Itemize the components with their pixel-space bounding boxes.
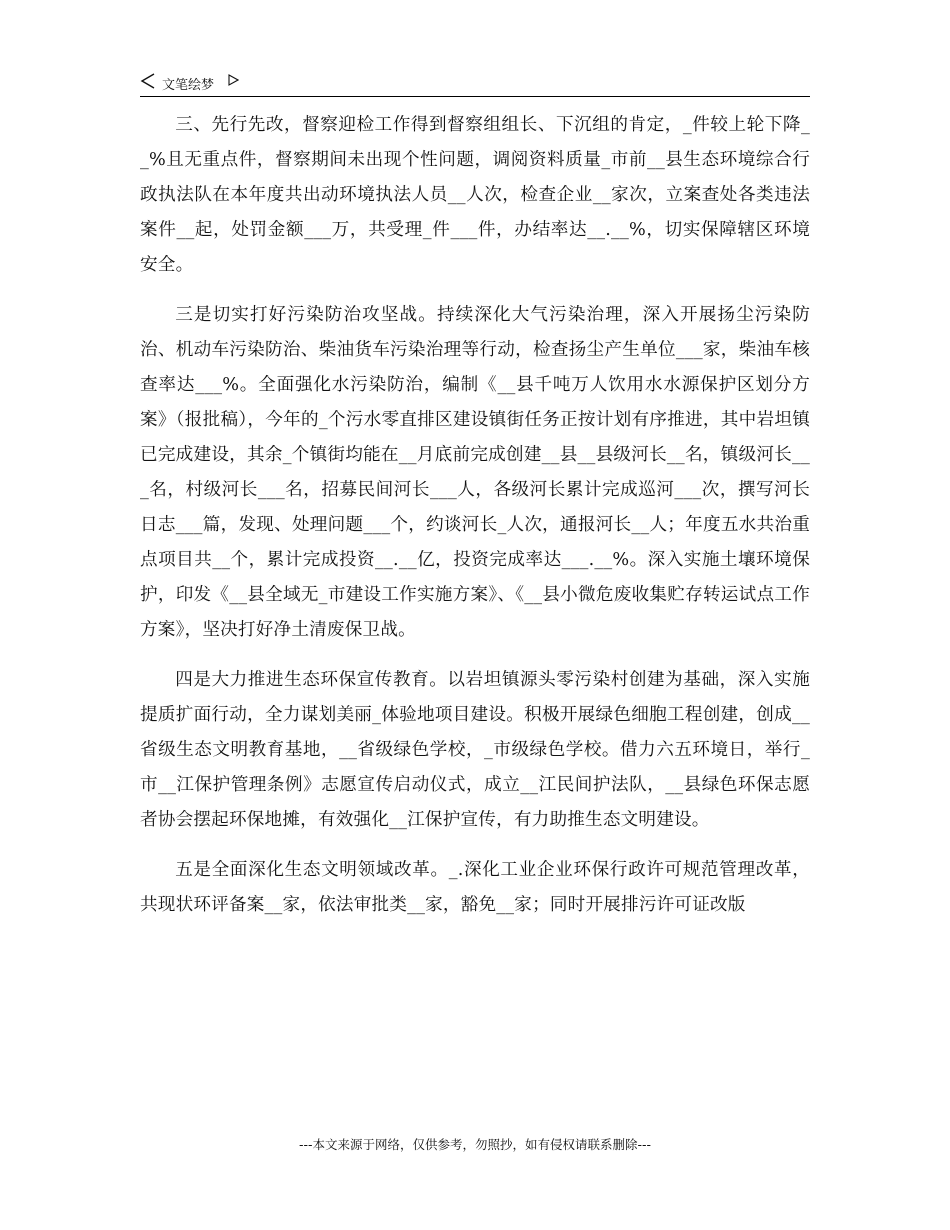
paragraph: 三是切实打好污染防治攻坚战。持续深化大气污染治理，深入开展扬尘污染防治、机动车污染防治、柴油货车污染治理等行动，检查扬尘产生单位___家，柴油车核查率达___%。全面强化水污染防治，编制《__县千吨万人饮用水水源保护区划分方案》（报批稿），今年的_个污水零直排区建设镇街任务正按计划有序推进，其中岩坦镇已完成建设，其余_个镇街均能在__月底前完成创建__县__县级河长__名，镇级河长___名，村级河长___名，招募民间河长___人，各级河长累计完成巡河___次，撰写河长日志___篇，发现、处理问题___个，约谈河长_人次，通报河长__人；年度五水共治重点项目共__个，累计完成投资__.__亿，投资完成率达___.__%。深入实施土壤环境保护，印发《__县全域无_市建设工作实施方案》、《__县小微危废收集贮存转运试点工作方案》，坚决打好净土清废保卫战。 [140,305,810,640]
document-body [140,108,810,923]
paragraph: 四是大力推进生态环保宣传教育。以岩坦镇源头零污染村创建为基础，深入实施提质扩面行动，全力谋划美丽_体验地项目建设。积极开展绿色细胞工程创建，创成__省级生态文明教育基地，__省级绿色学校，_市级绿色学校。借力六五环境日，举行_市__江保护管理条例》志愿宣传启动仪式，成立__江民间护法队，__县绿色环保志愿者协会摆起环保地摊，有效强化__江保护宣传，有力助推生态文明建设。 [140,670,810,830]
header-brand: 文笔绘梦 [162,78,215,93]
footer-disclaimer: ---本文来源于网络，仅供参考，勿照抄，如有侵权请联系删除--- [298,1137,652,1152]
triangle-left-icon [140,73,156,89]
page-header [140,70,810,97]
paragraph: 五是全面深化生态文明领域改革。_.深化工业企业环保行政许可规范管理改革，共现状环评备案__家，依法审批类__家，豁免__家；同时开展排污许可证改版 [140,860,810,915]
paragraph: 三、先行先改，督察迎检工作得到督察组组长、下沉组的肯定，_件较上轮下降__%且无重点件，督察期间未出现个性问题，调阅资料质量_市前__县生态环境综合行政执法队在本年度共出动环境执法人员__人次，检查企业__家次，立案查处各类违法案件__起，处罚金额___万，共受理_件___件，办结率达__.__%，切实保障辖区环境安全。 [140,115,810,275]
triangle-right-icon [228,74,239,86]
